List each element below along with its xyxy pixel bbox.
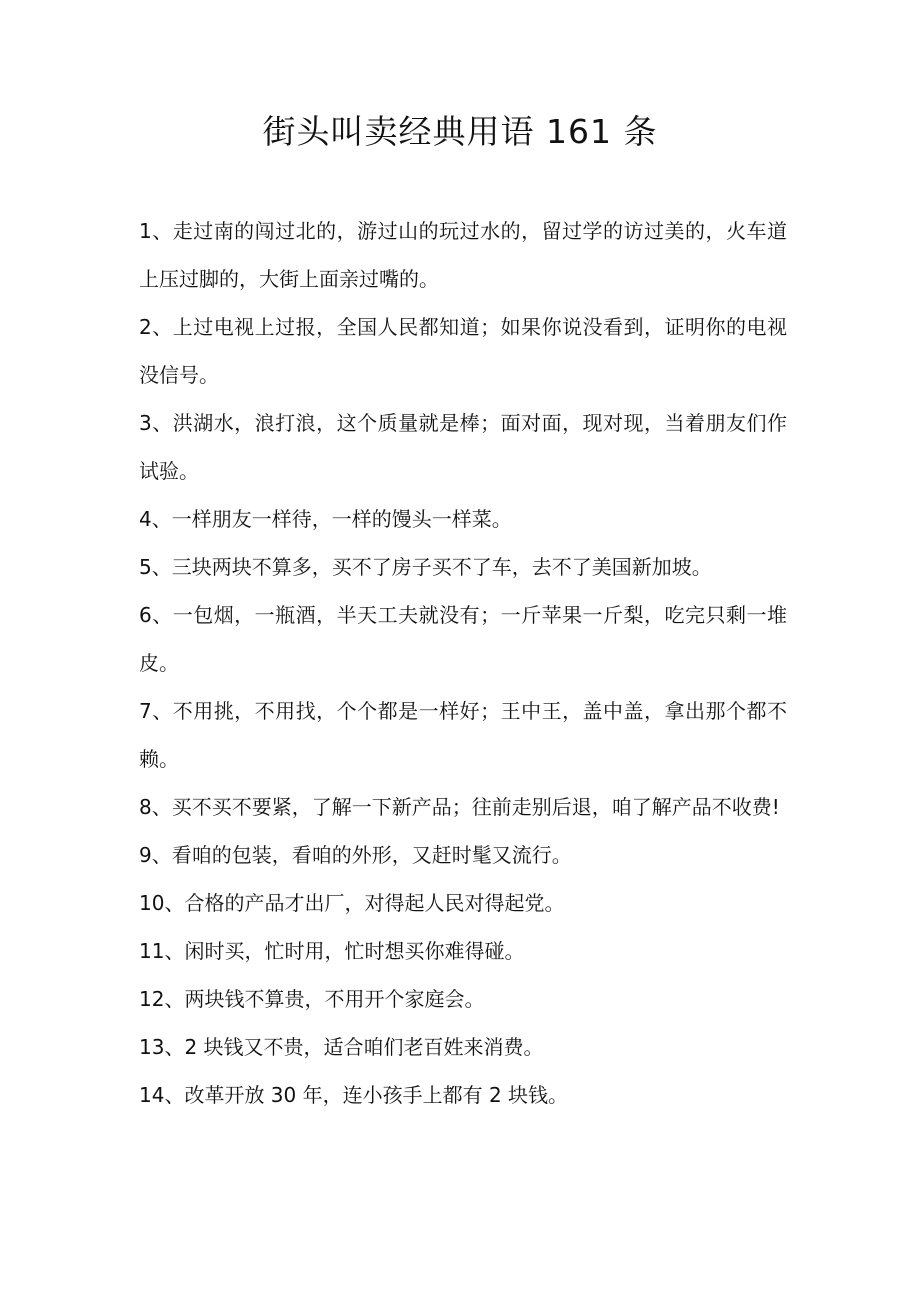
slogan-list [139, 207, 787, 1119]
list-item: 1、走过南的闯过北的，游过山的玩过水的，留过学的访过美的，火车道上压过脚的，大街上面亲过嘴的。 [139, 219, 787, 291]
list-item: 3、洪湖水，浪打浪，这个质量就是棒；面对面，现对现，当着朋友们作试验。 [139, 411, 787, 483]
list-item: 6、一包烟，一瓶酒，半天工夫就没有；一斤苹果一斤梨，吃完只剩一堆皮。 [139, 603, 787, 675]
list-item: 14、改革开放 30 年，连小孩手上都有 2 块钱。 [139, 1083, 569, 1107]
list-item: 9、看咱的包装，看咱的外形，又赶时髦又流行。 [139, 843, 572, 867]
list-item: 10、合格的产品才出厂，对得起人民对得起党。 [139, 891, 565, 915]
list-item: 7、不用挑，不用找，个个都是一样好；王中王，盖中盖，拿出那个都不赖。 [139, 699, 787, 771]
list-item: 4、一样朋友一样待，一样的馒头一样菜。 [139, 507, 512, 531]
list-item: 13、2 块钱又不贵，适合咱们老百姓来消费。 [139, 1035, 544, 1059]
list-item: 11、闲时买，忙时用，忙时想买你难得碰。 [139, 939, 525, 963]
list-item: 2、上过电视上过报，全国人民都知道；如果你说没看到，证明你的电视没信号。 [139, 315, 787, 387]
list-item: 12、两块钱不算贵，不用开个家庭会。 [139, 987, 485, 1011]
list-item: 8、买不买不要紧，了解一下新产品；往前走别后退，咱了解产品不收费! [139, 795, 780, 819]
document-title: 街头叫卖经典用语 161 条 [262, 112, 658, 151]
list-item: 5、三块两块不算多，买不了房子买不了车，去不了美国新加坡。 [139, 555, 712, 579]
